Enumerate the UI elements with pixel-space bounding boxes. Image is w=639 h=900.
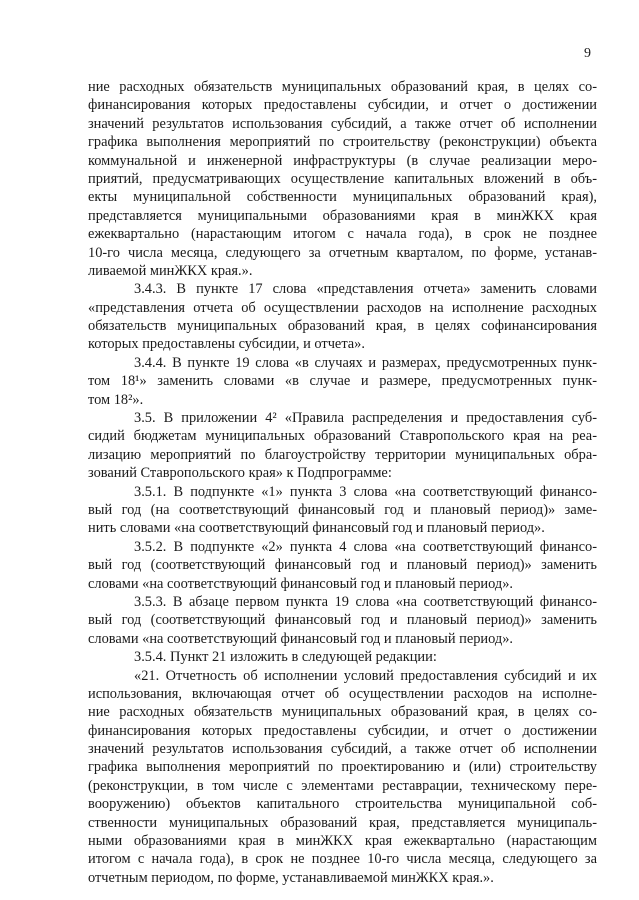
- text-line: ние расходных обязательств муниципальных образований края, в целях со-: [88, 704, 597, 721]
- text-line: отчетным периодом, по форме, устанавливаемой минЖКХ края.».: [88, 869, 494, 886]
- text-line: ливаемой минЖКХ края.».: [88, 262, 253, 279]
- text-line: обязательств муниципальных образований края, в целях софинансирования: [88, 318, 597, 335]
- page-number: 9: [584, 46, 591, 61]
- text-line: которых предоставлены субсидии, и отчета».: [88, 336, 365, 353]
- text-line: 3.5.1. В подпункте «1» пункта 3 слова «на соответствующий финансо-: [134, 483, 597, 500]
- text-line: ственности муниципальных образований края, представляется муниципаль-: [88, 814, 597, 831]
- text-line: графика выполнения мероприятий по проектированию и (или) строительству: [88, 759, 597, 776]
- text-line: том 18²».: [88, 391, 144, 408]
- text-line: нить словами «на соответствующий финансовый год и плановый период».: [88, 520, 545, 537]
- text-line: зований Ставропольского края» к Подпрограмме:: [88, 465, 392, 482]
- text-line: 3.5. В приложении 4² «Правила распределения и предоставления суб-: [134, 410, 597, 427]
- text-line: «представления отчета об осуществлении расходов на исполнение расходных: [88, 299, 597, 316]
- text-line: том 18¹» заменить словами «в случае и размере, предусмотренных пунк-: [88, 373, 597, 390]
- text-line: вооружению) объектов капитального строительства муниципальной соб-: [88, 796, 597, 813]
- text-line: использования, включающая отчет об осуществлении расходов на исполне-: [88, 685, 597, 702]
- text-line: ние расходных обязательств муниципальных образований края, в целях со-: [88, 79, 597, 95]
- text-line: значений результатов использования субсидий, а также отчет об исполнении: [88, 741, 597, 758]
- text-line: значений результатов использования субсидий, а также отчет об исполнении: [88, 115, 597, 132]
- text-line: вый год (на соответствующий финансовый год и плановый период)» заме-: [88, 501, 597, 518]
- text-line: сидий бюджетам муниципальных образований Ставропольского края на реа-: [88, 428, 597, 445]
- text-line: лизацию мероприятий по благоустройству территории муниципальных обра-: [88, 446, 597, 463]
- text-line: представляется муниципальными образованиями края в минЖКХ края: [88, 207, 597, 224]
- text-line: приятий, предусматривающих осуществление капитальных вложений в объ-: [88, 170, 597, 187]
- text-line: 3.5.2. В подпункте «2» пункта 4 слова «на соответствующий финансо-: [134, 538, 597, 555]
- text-line: финансирования которых предоставлены субсидии, и отчет о достижении: [88, 722, 597, 739]
- document-body: [88, 78, 597, 887]
- text-line: вый год (соответствующий финансовый год и плановый период)» заменить: [88, 557, 597, 574]
- text-line: екты муниципальной собственности муниципальных образований края),: [88, 189, 597, 206]
- text-line: словами «на соответствующий финансовый год и плановый период».: [88, 630, 514, 647]
- text-line: «21. Отчетность об исполнении условий предоставления субсидий и их: [134, 667, 597, 684]
- text-line: 3.5.4. Пункт 21 изложить в следующей редакции:: [134, 649, 437, 666]
- text-line: итогом с начала года), в срок не позднее 10-го числа месяца, следующего за: [88, 851, 597, 868]
- text-line: 10-го числа месяца, следующего за отчетным кварталом, по форме, устанав-: [88, 244, 597, 261]
- text-line: 3.4.3. В пункте 17 слова «представления отчета» заменить словами: [134, 281, 597, 298]
- text-line: вый год (соответствующий финансовый год и плановый период)» заменить: [88, 612, 597, 629]
- text-line: графика выполнения мероприятий по строительству (реконструкции) объекта: [88, 134, 597, 151]
- text-line: ежеквартально (нарастающим итогом с начала года), в срок не позднее: [88, 226, 597, 243]
- text-line: коммунальной и инженерной инфраструктуры (в случае реализации меро-: [88, 152, 597, 169]
- text-line: 3.5.3. В абзаце первом пункта 19 слова «на соответствующий финансо-: [134, 593, 597, 610]
- text-line: ными образованиями края в минЖКХ края ежеквартально (нарастающим: [88, 833, 597, 850]
- text-line: финансирования которых предоставлены субсидии, и отчет о достижении: [88, 97, 597, 114]
- text-line: (реконструкции, в том числе с элементами реставрации, техническому пере-: [88, 777, 597, 794]
- text-line: словами «на соответствующий финансовый год и плановый период».: [88, 575, 514, 592]
- text-line: 3.4.4. В пункте 19 слова «в случаях и размерах, предусмотренных пунк-: [134, 354, 597, 371]
